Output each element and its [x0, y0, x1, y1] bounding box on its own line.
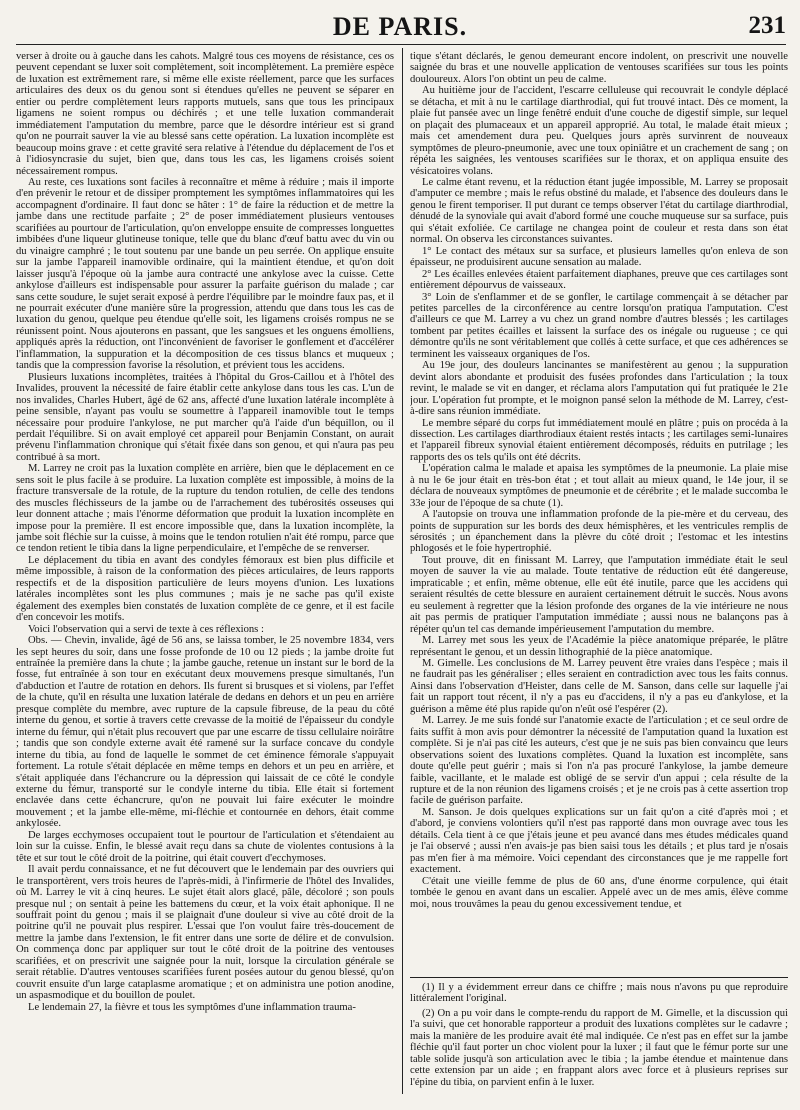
paragraph: M. Larrey. Je me suis fondé sur l'anatomie exacte de l'articulation ; et ce seul ordre de faits suffit à mon avis pour démontrer la nécessité de l'amputation quand la luxation est complète. Si je n'ai pas cité les auteurs, c'est que je ne suis pas bien convaincu que leurs observations soient des luxations complètes. Quand la luxation est incomplète, sans doute qu'elle peut guérir ; mais si l'on n'a pas procuré l'ankylose, la jambe demeure faible, vacillante, et le malade est obligé de se servir d'un appui ; cela résulte de la rupture et de la non réunion des ligamens croisés ; et je ne crois pas à cette assertion trop facile de guérison parfaite. — [410, 715, 788, 807]
paragraph: tique s'étant déclarés, le genou demeurant encore indolent, on prescrivit une nouvelle saignée du bras et une nouvelle application de ventouses scarifiées sur tous les points douloureux. Alors l'on obtint un peu de calme. — [410, 51, 788, 85]
paragraph: M. Larrey met sous les yeux de l'Académie la pièce anatomique préparée, le plâtre représentant le genou, et un dessin lithographié de la pièce anatomique. — [410, 635, 788, 658]
right-column — [410, 51, 788, 1091]
paragraph: Au reste, ces luxations sont faciles à reconnaître et même à réduire ; mais il importe d'en prévenir le retour et de dissiper promptement les symptômes inflammatoires qui les accompagnent d'ordinaire. Il faut donc se hâter : 1° de faire la réduction et de mettre la jambe dans une rectitude parfaite ; 2° de poser immédiatement plusieurs ventouses scarifiées au pourtour de l'articulation, qu'on enveloppe ensuite de compresses longuettes imbibées d'une liqueur glutineuse tonique, telle que du blanc d'œuf battu avec du vin ou du vinaigre camphré ; le tout soutenu par une bande un peu serrée. On applique ensuite sur la jambe l'appareil inamovible ordinaire, qui la maintient étendue, et qu'on doit laisser jusqu'à l'époque où la jambe aura contracté une ankylose avec la cuisse. Cette ankylose d'ailleurs est indispensable pour assurer la parfaite guérison du malade ; car sans cette soudure, le sujet serait exposé à perdre l'équilibre par le moindre faux pas, et il ne pourrait exécuter d'une manière sûre la progression, attendu que dans tous les cas de luxation du genou, quelque peu étendue qu'elle soit, les ligamens croisés rompus ne se réunissent point. Nous ajouterons en passant, que les sangsues et les onguens émolliens, appliqués après la réduction, ont l'inconvénient de favoriser le gonflement et d'accélérer l'inflammation, la suppuration et la décomposition de ces tissus blancs et muqueux ; tandis que la compression favorise la résolution, et prévient tous les accidens. — [16, 176, 394, 372]
left-column — [16, 51, 394, 1091]
paragraph: C'était une vieille femme de plus de 60 ans, d'une énorme corpulence, qui était tombée le genou en avant dans un escalier. Appelé avec un de mes amis, élève comme moi, nous trouvâmes la peau du genou excessivement tendue, et — [410, 875, 788, 910]
paragraph: M. Sanson. Je dois quelques explications sur un fait qu'on a cité d'après moi ; et d'abord, je conviens volontiers qu'il n'est pas rapporté dans mon ouvrage avec tous les détails. Cela tient à ce que j'étais jeune et peu avancé dans mes études médicales quand je l'ai observé ; aussi n'en avais-je pas bien saisi tous les détails ; et plus tard je n'osais pas m'en fier à ma mémoire. Voici cependant des circonstances que je me rappelle fort exactement. — [410, 806, 788, 876]
footnote: (2) On a pu voir dans le compte-rendu du rapport de M. Gimelle, et la discussion qui l'a suivi, que cet honorable rapporteur a produit des luxations complètes sur le cadavre ; mais la manière de les produire avait été mal indiquée. Ce n'est pas en effet sur la jambe fléchie qu'il faut porter un choc violent pour la luxer ; il faut que le fémur porte sur une table solide jusqu'à son articulation avec le tibia ; la jambe étendue et maintenue dans cette extension par un aide ; en frappant alors avec force et à plusieurs reprises sur l'épine du tibia, on parvient enfin à le luxer. — [410, 1007, 788, 1088]
paragraph: Tout prouve, dit en finissant M. Larrey, que l'amputation immédiate était le seul moyen de sauver la vie au malade. Toute tentative de réduction eût été dangereuse, impraticable ; et enfin, même obtenue, elle eût été inutile, parce que les accidens qui seraient résultés de cette blessure en auraient certainement détruit le succès. Nous avons eu seulement à regretter que la lésion profonde des organes de la vie intérieure ne nous ait pas permis de pratiquer l'amputation immédiate ; aussi nous ne balançons pas à répéter qu'un tel cas demande impérieusement l'amputation du membre. — [410, 554, 788, 635]
paragraph: Voici l'observation qui a servi de texte à ces réflexions : — [28, 623, 264, 635]
running-title: DE PARIS. — [332, 12, 468, 41]
paragraph: 1° Le contact des métaux sur sa surface, et plusieurs lamelles qu'on enleva de son épaisseur, ne produisirent aucune sensation au malade. — [410, 245, 788, 269]
paragraph: Au 19e jour, des douleurs lancinantes se manifestèrent au genou ; la suppuration devint alors abondante et produisit des fusées profondes dans l'articulation ; la toux revint, le malade se vit en danger, et réclama alors l'amputation qui fut pratiquée le 21e jour. L'opération fut prompte, et le moignon pansé selon la méthode de M. Larrey, c'est-à-dire sans réunion immédiate. — [410, 360, 788, 418]
column-rule — [402, 48, 403, 1094]
paragraph: Plusieurs luxations incomplètes, traitées à l'hôpital du Gros-Caillou et à l'hôtel des Invalides, prouvent la nécessité de faire établir cette ankylose dans tous les cas. L'un de nos invalides, Charles Hubert, âgé de 62 ans, affecté d'une luxation latérale incomplète à peine sensible, n'ayant pas voulu se soumettre à l'appareil inamovible tout le temps nécessaire pour produire l'ankylose, ne put marcher qu'à l'aide d'un béquillon, ou il perdait l'équilibre. Si on avait employé cet appareil pour Benjamin Constant, on aurait prévenu l'inflammation chronique qui s'était fixée dans son genou, et qui n'aura pas peu contribué à sa mort. — [16, 371, 394, 463]
page-number: 231 — [748, 12, 786, 39]
paragraph: Le calme étant revenu, et la réduction étant jugée impossible, M. Larrey se proposait d'amputer ce membre ; mais le refus obstiné du malade, et l'absence des douleurs dans le genou le firent temporiser. Il put durant ce temps observer l'état du cartilage diarthrodial, dénudé de la synoviale qui avait d'abord formé une couche muqueuse sur sa surface, puis qui s'était exfoliée. Ce cartilage ne changea point de couleur et resta dans son état normal. On observa les circonstances suivantes. — [410, 176, 788, 246]
paragraph: 3° Loin de s'enflammer et de se gonfler, le cartilage commençait à se détacher par petites parcelles de la circonférence au centre lorsqu'on pratiqua l'amputation. C'est d'ailleurs ce que M. Larrey a vu chez un grand nombre d'autres blessés ; les cartilages tombent par petites écailles et laissent la surface des os inégale ou rugueuse ; ce qui démontre qu'ils ne sont véritablement que collés à cette surface, et que ces adhérences se terminent les vaisseaux organiques de l'os. — [410, 291, 788, 360]
paragraph: Le lendemain 27, la fièvre et tous les symptômes d'une inflammation trauma- — [28, 1001, 356, 1013]
footnote: (1) Il y a évidemment erreur dans ce chiffre ; mais nous n'avons pu que reproduire littéralement l'original. — [410, 981, 788, 1005]
page-header — [0, 0, 800, 44]
observation-paragraph: Obs. — Chevin, invalide, âgé de 56 ans, se laissa tomber, le 25 novembre 1834, vers les sept heures du soir, dans une fosse profonde de 10 ou 12 pieds ; la jambe droite fut entraînée la première dans la chute ; la jambe gauche, retenue un instant sur le bord de la fosse, fut entraînée à son tour en exécutant deux mouvemens presque simultanés, l'un d'abduction et l'autre de rotation en dehors. Ils furent si brusques et si violens, par l'effet de la chute, qu'il en résulta une luxation latérale de dedans en dehors et un peu en arrière presque complète du membre, avec rupture de la capsule fibreuse, de la peau du côté interne du genou, et sortie à travers cette crevasse de la moitié de l'épaisseur du condyle interne du fémur, qui n'était plus recouvert que par une escarre de tissu cellulaire noirâtre ; tandis que son condyle externe avait été ramené sur la surface concave du condyle interne du tibia, au fond de laquelle le sommet de cet éminence fémorale s'appuyait fortement. La rotule s'était déplacée en même temps en dehors et un peu en arrière, et s'était appliquée dans l'échancrure ou la dépression qui laissait de ce côté le condyle externe du fémur, transporté sur le condyle interne du tibia. Elle était si fortement enclavée dans cette échancrure, qu'on ne pouvait lui faire exécuter le moindre mouvement ; et la jambe elle-même, mi-fléchie et contournée en dehors, était comme ankylosée. — [16, 635, 394, 830]
paragraph: De larges ecchymoses occupaient tout le pourtour de l'articulation et s'étendaient au loin sur la cuisse. Enfin, le blessé avait reçu dans sa chute de violentes contusions à la tête et sur tout le côté droit de la poitrine, qui était couvert d'ecchymoses. — [16, 829, 394, 864]
header-rule — [16, 44, 786, 45]
paragraph: L'opération calma le malade et apaisa les symptômes de la pneumonie. La plaie mise à nu le 6e jour était en très-bon état ; et tout allait au mieux quand, le 14e jour, il se déclara de nouveaux symptômes de pneumonie et de cérébrite ; et le malade succomba le 33e jour de l'époque de sa chute (1). — [410, 463, 788, 509]
paragraph: A l'autopsie on trouva une inflammation profonde de la pie-mère et du cerveau, des points de suppuration sur les bords des deux hémisphères, et les ventricules remplis de sérosités ; un épanchement dans la plèvre du côté droit ; l'estomac et les intestins phlogosés et le foie hypertrophié. — [410, 509, 788, 555]
paragraph: Le déplacement du tibia en avant des condyles fémoraux est bien plus difficile et même impossible, à raison de la conformation des pièces articulaires, de leurs rapports respectifs et de la disposition particulière de leurs moyens d'union. Les luxations latérales incomplètes sont les plus communes ; mais je ne sache pas qu'il existe également des exemples bien constatés de luxation complète de ce genre, et il est facile d'en concevoir les motifs. — [16, 554, 394, 624]
paragraph: M. Gimelle. Les conclusions de M. Larrey peuvent être vraies dans l'espèce ; mais il ne faudrait pas les généraliser ; elles seraient en contradiction avec tous les faits connus. Ainsi dans l'observation d'Heister, dans celle de M. Sanson, dans celle sur laquelle j'ai fait un rapport tout récent, il n'y a pas eu d'accidens, il n'y a pas eu d'ankylose, et la guérison a même été plus rapide qu'on n'eût osé l'espérer (2). — [410, 658, 788, 715]
paragraph: Il avait perdu connaissance, et ne fut découvert que le lendemain par des ouvriers qui le transportèrent, vers trois heures de l'après-midi, à l'infirmerie de l'hôtel des Invalides, où M. Larrey le vit à cinq heures. Le sujet était alors glacé, pâle, décoloré ; son pouls presque nul ; on sentait à peine les battemens du cœur, et la voix était aphonique. Il ne souffrait point du genou ; mais il se plaignait d'une douleur si vive au côté droit de la poitrine qu'il ne pouvait plus respirer. L'essai que l'on voulut faire très-doucement de mettre la jambe dans l'extension, le fit entrer dans une sorte de délire et de convulsion. On commença donc par appliquer sur tout le côté droit de la poitrine des ventouses scarifiées, et on prescrivit une saignée pour la nuit, lorsque la circulation générale se serait rétablie. D'autres ventouses scarifiées furent posées autour du genou blessé, qu'on couvrit ensuite d'un large cataplasme aromatique ; et on administra une potion anodine, un aspasmodique et du bouillon de poulet. — [16, 864, 394, 1002]
paragraph: 2° Les écailles enlevées étaient parfaitement diaphanes, preuve que ces cartilages sont entièrement dépourvus de vaisseaux. — [410, 268, 788, 292]
paragraph: Le membre séparé du corps fut immédiatement moulé en plâtre ; puis on procéda à la dissection. Les cartilages diarthrodiaux étaient restés intacts ; les cartilages semi-lunaires et l'appareil fibreux synovial étaient entièrement décomposés, réduits en putrilage ; les rapports des os tels qu'ils ont été décrits. — [410, 417, 788, 463]
paragraph: M. Larrey ne croit pas la luxation complète en arrière, bien que le déplacement en ce sens soit le plus facile à se produire. La luxation complète est impossible, à moins de la fracture transversale de la rotule, de la rupture du tendon rotulien, de celle des tendons des muscles fléchisseurs de la jambe ou de l'arrachement des tubérosités osseuses qui leur donnent attache ; mais l'énorme déformation que produit la luxation incomplète en impose pour la première. Il est encore impossible que, dans la luxation incomplète, la jambe soit fléchie sur la cuisse, à moins que le tendon rotulien n'ait été rompu, parce que ce tendon retient le tibia dans la ligne perpendiculaire, et l'empêche de se renverser. — [16, 463, 394, 555]
footnotes — [410, 977, 788, 1091]
paragraph: verser à droite ou à gauche dans les cahots. Malgré tous ces moyens de résistance, ces os peuvent cependant se luxer soit complètement, soit incomplètement. La première espèce de luxation est extrêmement rare, si même elle existe réellement, parce que les surfaces articulaires des deux os du genou sont si étendues qu'elles ne peuvent se séparer en entier ou perdre complètement leurs rapports mutuels, sans que tous les principaux ligamens ne soient rompus ou déchirés ; et une telle luxation commanderait immédiatement l'amputation du membre, parce que le désordre intérieur est si grand qu'on ne pourrait sauver la vie au blessé sans cette opération. La luxation incomplète est beaucoup moins grave : et cette gravité sera relative à l'étendue du déplacement de l'os et à l'idiosyncrasie du sujet, bien que, dans tous les cas, les ligamens croisés soient nécessairement rompus. — [16, 51, 394, 177]
paragraph: Au huitième jour de l'accident, l'escarre celluleuse qui recouvrait le condyle déplacé se détacha, et mit à nu le cartilage diarthrodial, qui fut trouvé intact. Dès ce moment, la plaie fut pansée avec un linge fenêtré enduit d'une couche de digestif simple, sur lequel on plaçait des plumaceaux et un appareil approprié. Au total, le malade était mieux ; mais cet amendement dura peu. Quelques jours après survinrent de nouveaux symptômes de pleuro-pneumonie, avec une toux opiniâtre et un crachement de sang ; on répéta les saignées, les ventouses scarifiées sur le thorax, et on appliqua ensuite des vésicatoires volans. — [410, 85, 788, 177]
